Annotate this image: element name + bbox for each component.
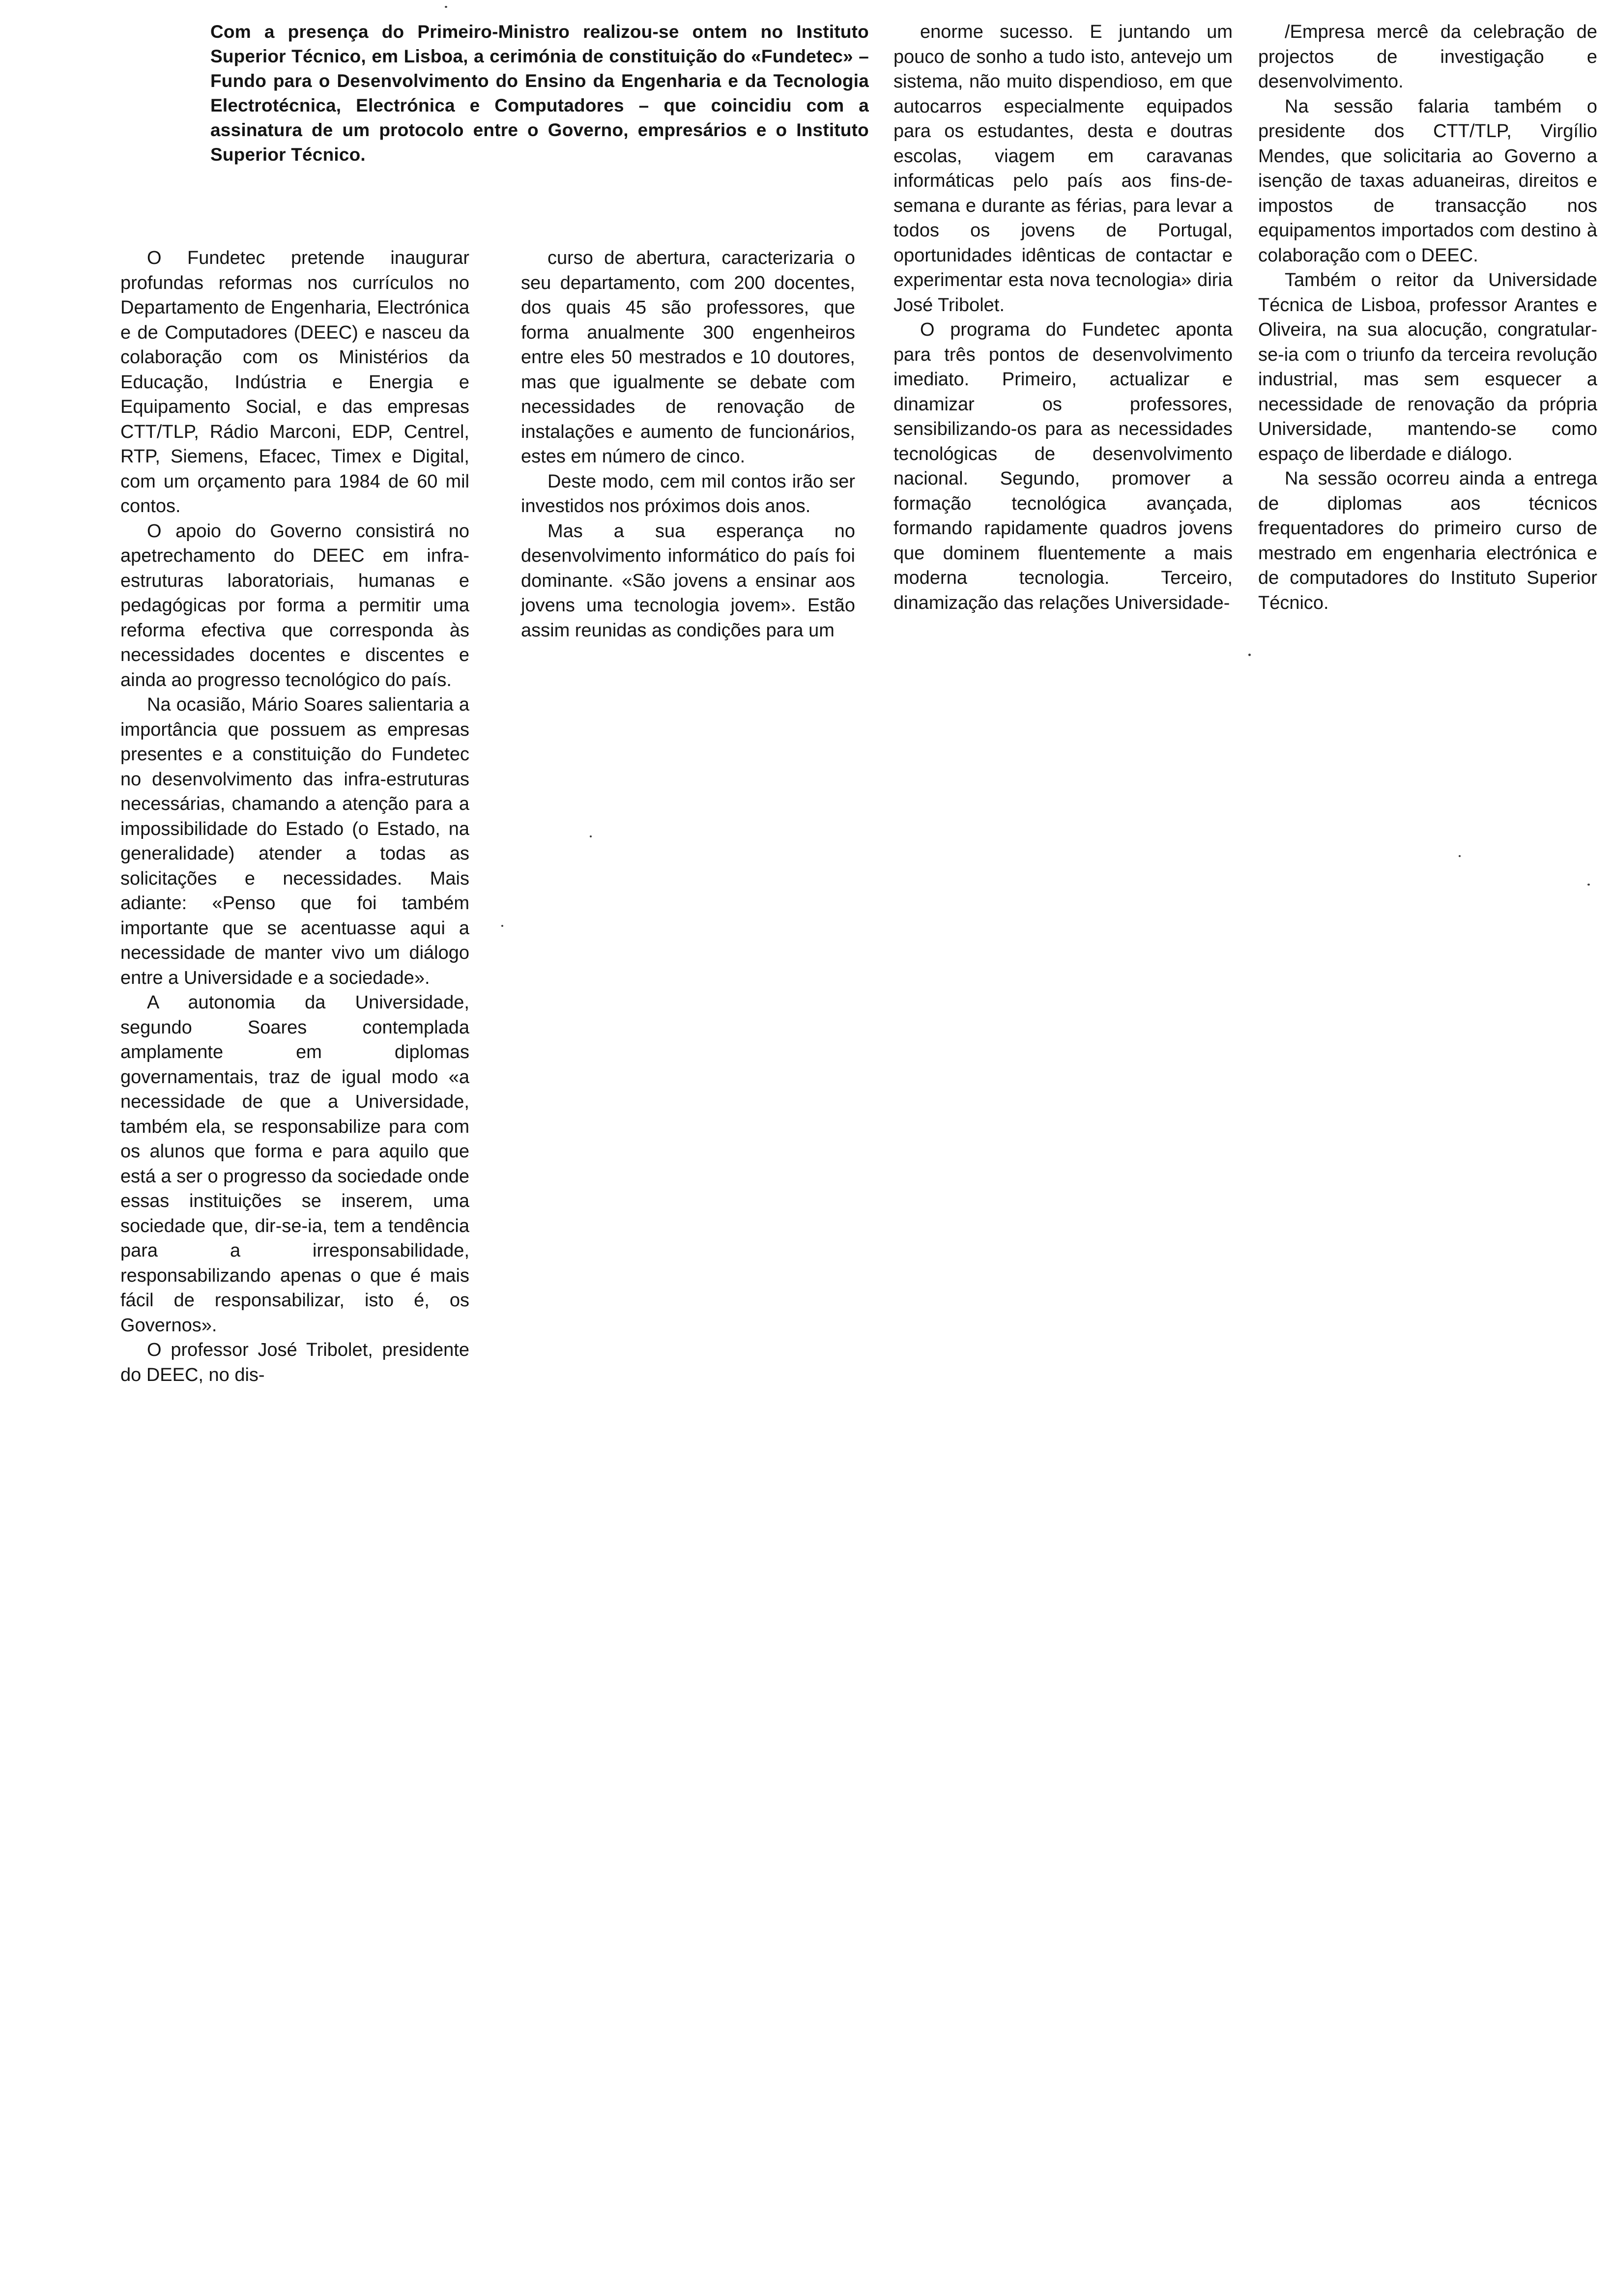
column-4-paragraph-1: /Empresa mercê da celebração de projectos de investigação e desenvolvimento. [1258, 22, 1597, 92]
column-1-paragraph-5: O professor José Tribolet, presidente do DEEC, no dis- [120, 1340, 469, 1385]
article-column-1 [120, 246, 469, 1387]
article-column-3 [893, 20, 1233, 615]
column-4-paragraph-4: Na sessão ocorreu ainda a entrega de diplomas aos técnicos frequentadores do primeiro curso de mestrado em engenharia electrónica e de computadores do Instituto Superior Técnico. [1258, 468, 1597, 613]
column-2-paragraph-3: Mas a sua esperança no desenvolvimento informático do país foi dominante. «São jovens a ensinar aos jovens uma tecnologia jovem». Estão assim reunidas as condições para um [521, 520, 855, 641]
column-1-paragraph-2: O apoio do Governo consistirá no apetrechamento do DEEC em infra-estruturas laboratoriais, humanas e pedagógicas por forma a permitir uma reforma efectiva que corresponda às necessidades docentes e discentes e ainda ao progresso tecnológico do país. [120, 520, 469, 690]
scan-speck [1248, 654, 1251, 656]
column-1-paragraph-4: A autonomia da Universidade, segundo Soares contemplada amplamente em diplomas governamentais, traz de igual modo «a necessidade de que a Universidade, também ela, se responsabilize para com os alunos que forma e para aquilo que está a ser o progresso da sociedade onde essas instituições se inserem, uma sociedade que, dir-se-ia, tem a tendência para a irresponsabilidade, responsabilizando apenas o que é mais fácil de responsabilizar, isto é, os Governos». [120, 992, 469, 1336]
column-1-paragraph-1: O Fundetec pretende inaugurar profundas reformas nos currículos no Departamento de Engenharia, Electrónica e de Computadores (DEEC) e nasceu da colaboração com os Ministérios da Educação, Indústria e Energia e Equipamento Social, e das empresas CTT/TLP, Rádio Marconi, EDP, Centrel, RTP, Siemens, Efacec, Timex e Digital, com um orçamento para 1984 de 60 mil contos. [120, 248, 469, 517]
column-3-paragraph-2: O programa do Fundetec aponta para três pontos de desenvolvimento imediato. Primeiro, actualizar e dinamizar os professores, sensibilizando-os para as necessidades tecnológicas de desenvolvimento nacional. Segundo, promover a formação tecnológica avançada, formando rapidamente quadros jovens que dominem fluentemente a mais moderna tecnologia. Terceiro, dinamização das relações Universidade- [893, 319, 1233, 613]
article-column-4 [1258, 20, 1597, 615]
column-2-paragraph-1: curso de abertura, caracterizaria o seu departamento, com 200 docentes, dos quais 45 são professores, que forma anualmente 300 engenheiros entre eles 50 mestrados e 10 doutores, mas que igualmente se debate com necessidades de renovação de instalações e aumento de funcionários, estes em número de cinco. [521, 248, 855, 467]
lead-paragraph: Com a presença do Primeiro-Ministro realizou-se ontem no Instituto Superior Técnico, em Lisboa, a cerimónia de constituição do «Fundetec» – Fundo para o Desenvolvimento do Ensino da Engenharia e da Tecnologia Electrotécnica, Electrónica e Computadores – que coincidiu com a assinatura de um protocolo entre o Governo, empresários e o Instituto Superior Técnico. [210, 22, 869, 165]
column-3-paragraph-1: enorme sucesso. E juntando um pouco de sonho a tudo isto, antevejo um sistema, não muito dispendioso, em que autocarros especialmente equipados para os estudantes, desta e doutras escolas, viagem em caravanas informáticas pelo país aos fins-de-semana e durante as férias, para levar a todos os jovens de Portugal, oportunidades idênticas de contactar e experimentar esta nova tecnologia» diria José Tribolet. [893, 22, 1233, 316]
scan-speck [590, 835, 592, 837]
scan-speck [501, 925, 503, 927]
column-1-paragraph-3: Na ocasião, Mário Soares salientaria a importância que possuem as empresas presentes e a constituição do Fundetec no desenvolvimento das infra-estruturas necessárias, chamando a atenção para a impossibilidade do Estado (o Estado, na generalidade) atender a todas as solicitações e necessidades. Mais adiante: «Penso que foi também importante que se acentuasse aqui a necessidade de manter vivo um diálogo entre a Universidade e a sociedade». [120, 694, 469, 988]
column-4-paragraph-2: Na sessão falaria também o presidente dos CTT/TLP, Virgílio Mendes, que solicitaria ao Governo a isenção de taxas aduaneiras, direitos e impostos de transacção nos equipamentos importados com destino à colaboração com o DEEC. [1258, 96, 1597, 266]
scan-speck [1587, 884, 1590, 886]
column-2-paragraph-2: Deste modo, cem mil contos irão ser investidos nos próximos dois anos. [521, 471, 855, 517]
scan-speck [445, 6, 447, 8]
column-4-paragraph-3: Também o reitor da Universidade Técnica de Lisboa, professor Arantes e Oliveira, na sua alocução, congratular-se-ia com o triunfo da terceira revolução industrial, mas sem esquecer a necessidade de renovação da própria Universidade, mantendo-se como espaço de liberdade e diálogo. [1258, 270, 1597, 464]
article-column-2 [521, 246, 855, 643]
scan-speck [1459, 855, 1461, 857]
